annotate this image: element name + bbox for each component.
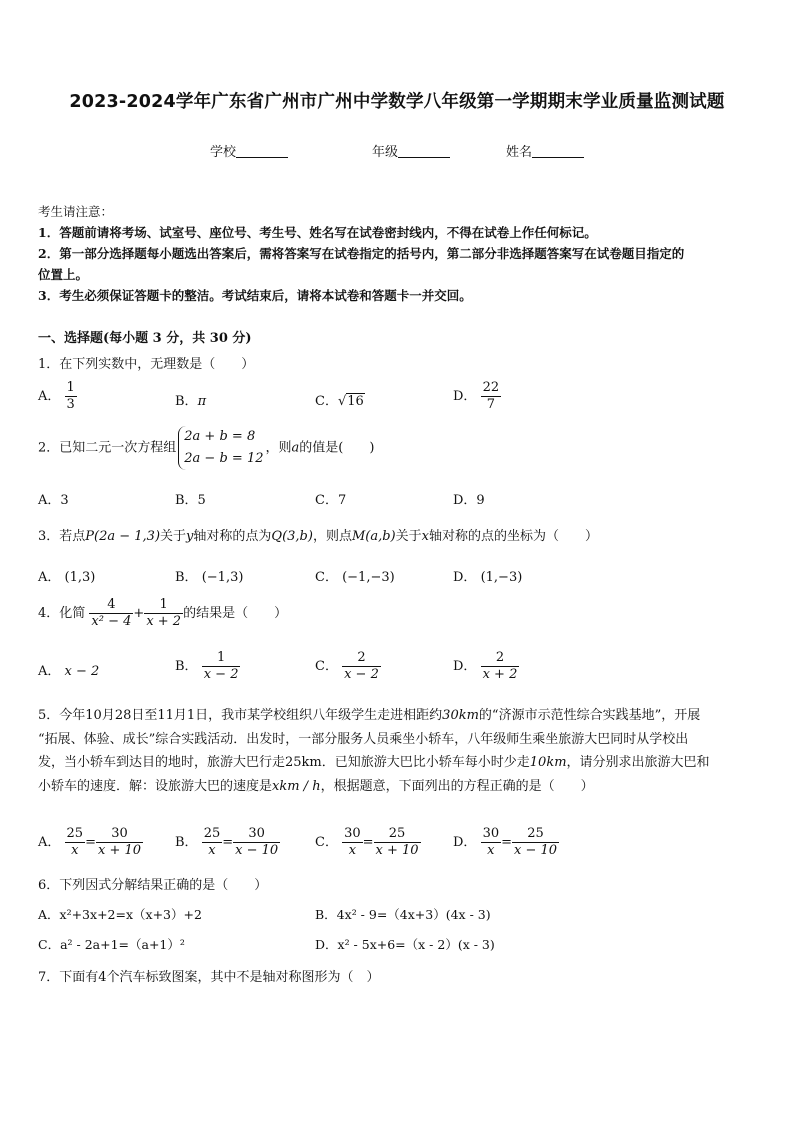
grade-label: 年级	[372, 145, 399, 160]
q6-option-d: D．x² - 5x+6=（x - 2）(x - 3)	[315, 937, 495, 952]
q3-option-d: D． (1,−3)	[453, 570, 523, 585]
name-label: 姓名	[506, 145, 533, 160]
name-field	[506, 141, 584, 160]
notice-item: 1．答题前请将考场、试室号、座位号、考生号、姓名写在试卷密封线内，不得在试卷上作任何标记。	[38, 225, 597, 240]
q4-option-b: B． $\frac{1}{x - 2}$	[175, 650, 239, 682]
q4-stem: 4．化简 $\frac{4}{\text{x² − 4}}$ + $\frac{1}{x + 2}$ 的结果是（ ）	[38, 597, 288, 629]
q1-stem: 1．在下列实数中，无理数是（ ）	[38, 357, 255, 372]
q2-stem: 2．已知二元一次方程组 2a + b = 8 2a − b = 12 ，则a的值是( )	[38, 426, 374, 470]
q2-option-c: C．7	[315, 493, 347, 508]
school-field	[210, 141, 288, 160]
q3-option-c: C． (−1,−3)	[315, 570, 395, 585]
q6-option-a: A．x²+3x+2=x（x+3）+2	[38, 907, 202, 922]
q6-option-b: B．4x² - 9=（4x+3）(4x - 3)	[315, 907, 491, 922]
notice-item: 位置上。	[38, 267, 89, 282]
school-label: 学校	[210, 145, 237, 160]
q1-option-c: C．√16	[315, 394, 364, 409]
q5-option-d: D． $\frac{30}{x}$ = $\frac{25}{x - 10}$	[453, 826, 558, 858]
q7-stem: 7．下面有4个汽车标致图案，其中不是轴对称图形为（ ）	[38, 970, 380, 985]
q2-option-b: B．5	[175, 493, 206, 508]
q2-option-a: A．3	[38, 493, 69, 508]
q2-option-d: D．9	[453, 493, 485, 508]
q5-option-c: C． $\frac{30}{x}$ = $\frac{25}{x + 10}$	[315, 826, 419, 858]
notice-item: 3．考生必须保证答题卡的整洁。考试结束后，请将本试卷和答题卡一并交回。	[38, 288, 472, 303]
q3-option-a: A． (1,3)	[38, 570, 96, 585]
q4-option-c: C． $\frac{2}{x - 2}$	[315, 650, 379, 682]
notice-heading: 考生请注意：	[38, 204, 114, 219]
notice-block	[38, 201, 760, 306]
equation-system: 2a + b = 8 2a − b = 12	[178, 426, 263, 470]
q1-option-b: B．π	[175, 394, 207, 409]
q6-option-c: C．a² - 2a+1=（a+1）²	[38, 937, 185, 952]
section-heading: 一、选择题(每小题 3 分，共 30 分)	[38, 331, 252, 346]
page-title: 2023-2024学年广东省广州市广州中学数学八年级第一学期期末学业质量监测试题	[69, 92, 725, 112]
school-blank	[236, 145, 288, 158]
q4-option-a: A． x − 2	[38, 664, 100, 679]
q3-option-b: B． (−1,3)	[175, 570, 244, 585]
grade-blank	[398, 145, 450, 158]
q1-option-a: A． $\frac{1}{3}$	[38, 380, 75, 412]
q5-option-a: A． $\frac{25}{x}$ = $\frac{30}{x + 10}$	[38, 826, 142, 858]
q4-option-d: D． $\frac{2}{x + 2}$	[453, 650, 518, 682]
grade-field	[372, 141, 450, 160]
name-blank	[532, 145, 584, 158]
q5-option-b: B． $\frac{25}{x}$ = $\frac{30}{x - 10}$	[175, 826, 279, 858]
q5-stem: 5．今年10月28日至11月1日，我市某学校组织八年级学生走进相距约30km的“济源市示范性综合实践基地”，开展 “拓展、体验、成长”综合实践活动．出发时，一部分服务人员乘坐小轿车，八年级师生乘坐旅游大巴同时从学校出 发，当小轿车到达目的地时，旅游大巴行走25km．已知旅游大巴比小轿车每小时少走10km，请分别求出旅游大巴和 小轿车的速度．解：设旅游大巴的速度是xkm / h，根据题意，下面列出的方程正确的是（ ）	[38, 708, 710, 794]
notice-item: 2．第一部分选择题每小题选出答案后，需将答案写在试卷指定的括号内，第二部分非选择题答案写在试卷题目指定的	[38, 246, 685, 261]
sqrt-symbol: √	[337, 394, 347, 409]
q3-stem: 3．若点P(2a − 1,3)关于y轴对称的点为Q(3,b)，则点M(a,b)关于x轴对称的点的坐标为（ ）	[38, 529, 599, 544]
q6-stem: 6．下列因式分解结果正确的是（ ）	[38, 878, 268, 893]
q1-option-d: D． $\frac{22}{7}$	[453, 380, 500, 412]
